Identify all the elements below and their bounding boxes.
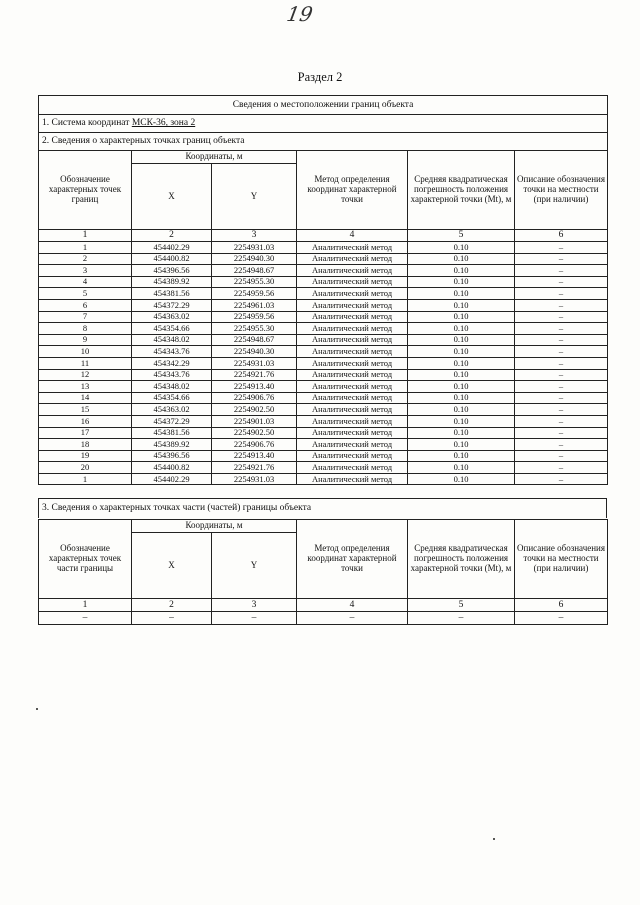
table-row	[39, 369, 608, 381]
col-coordinates: Координаты, м	[132, 151, 297, 164]
table-header: Сведения о местоположении границ объекта	[39, 96, 608, 115]
y-cell: 2254959.56	[212, 288, 297, 300]
point-id-cell: 1	[39, 473, 132, 485]
table-row	[39, 357, 608, 369]
table-row	[39, 299, 608, 311]
point-id-cell: 19	[39, 450, 132, 462]
description-cell: –	[515, 346, 608, 358]
table-row	[39, 381, 608, 393]
point-id-cell: 8	[39, 323, 132, 335]
y-cell: 2254948.67	[212, 265, 297, 277]
method-cell: Аналитический метод	[297, 323, 408, 335]
accuracy-cell: 0.10	[408, 369, 515, 381]
col-description: Описание обозначения точки на местности (при наличии)	[515, 520, 608, 599]
y-cell: 2254948.67	[212, 334, 297, 346]
accuracy-cell: 0.10	[408, 265, 515, 277]
y-cell: 2254940.30	[212, 346, 297, 358]
description-cell: –	[515, 450, 608, 462]
accuracy-cell: 0.10	[408, 323, 515, 335]
table-row	[39, 334, 608, 346]
accuracy-cell: 0.10	[408, 276, 515, 288]
point-id-cell: 9	[39, 334, 132, 346]
method-cell: Аналитический метод	[297, 462, 408, 474]
method-cell: Аналитический метод	[297, 276, 408, 288]
accuracy-cell: 0.10	[408, 253, 515, 265]
y-cell: 2254921.76	[212, 369, 297, 381]
col-method: Метод определения координат характерной точки	[297, 151, 408, 230]
col-number: 4	[297, 230, 408, 242]
x-cell: 454363.02	[132, 311, 212, 323]
description-cell: –	[515, 323, 608, 335]
method-cell: Аналитический метод	[297, 311, 408, 323]
y-cell: 2254955.30	[212, 323, 297, 335]
x-cell: 454372.29	[132, 299, 212, 311]
y-cell: 2254931.03	[212, 357, 297, 369]
col-number: 3	[212, 599, 297, 612]
x-cell: 454381.56	[132, 427, 212, 439]
accuracy-cell: 0.10	[408, 473, 515, 485]
col-accuracy: Средняя квадратическая погрешность положения характерной точки (Mt), м	[408, 520, 515, 599]
point-id-cell: 10	[39, 346, 132, 358]
method-cell: Аналитический метод	[297, 473, 408, 485]
col-number: 1	[39, 599, 132, 612]
empty-cell: –	[132, 612, 212, 625]
col-number: 6	[515, 230, 608, 242]
table-row	[39, 288, 608, 300]
table-row	[39, 439, 608, 451]
point-id-cell: 2	[39, 253, 132, 265]
coordinate-system-value: МСК-36, зона 2	[131, 118, 196, 129]
description-cell: –	[515, 462, 608, 474]
x-cell: 454363.02	[132, 404, 212, 416]
x-cell: 454402.29	[132, 473, 212, 485]
x-cell: 454348.02	[132, 334, 212, 346]
description-cell: –	[515, 265, 608, 277]
point-id-cell: 17	[39, 427, 132, 439]
y-cell: 2254906.76	[212, 439, 297, 451]
description-cell: –	[515, 253, 608, 265]
coordinate-system	[39, 115, 608, 133]
point-id-cell: 14	[39, 392, 132, 404]
col-number: 3	[212, 230, 297, 242]
points-body	[39, 242, 608, 485]
y-cell: 2254931.03	[212, 473, 297, 485]
table-row	[39, 311, 608, 323]
table-row	[39, 450, 608, 462]
method-cell: Аналитический метод	[297, 450, 408, 462]
point-id-cell: 4	[39, 276, 132, 288]
col-number: 2	[132, 599, 212, 612]
empty-cell: –	[212, 612, 297, 625]
accuracy-cell: 0.10	[408, 450, 515, 462]
point-id-cell: 5	[39, 288, 132, 300]
y-cell: 2254901.03	[212, 415, 297, 427]
method-cell: Аналитический метод	[297, 299, 408, 311]
method-cell: Аналитический метод	[297, 334, 408, 346]
description-cell: –	[515, 404, 608, 416]
table-row	[39, 253, 608, 265]
x-cell: 454402.29	[132, 242, 212, 254]
table-row	[39, 346, 608, 358]
description-cell: –	[515, 473, 608, 485]
point-id-cell: 1	[39, 242, 132, 254]
method-cell: Аналитический метод	[297, 392, 408, 404]
col-number: 2	[132, 230, 212, 242]
table-row	[39, 323, 608, 335]
x-cell: 454396.56	[132, 450, 212, 462]
accuracy-cell: 0.10	[408, 334, 515, 346]
accuracy-cell: 0.10	[408, 299, 515, 311]
accuracy-cell: 0.10	[408, 415, 515, 427]
description-cell: –	[515, 242, 608, 254]
x-cell: 454354.66	[132, 323, 212, 335]
empty-cell: –	[408, 612, 515, 625]
col-description: Описание обозначения точки на местности (при наличии)	[515, 151, 608, 230]
table-row	[39, 473, 608, 485]
point-id-cell: 15	[39, 404, 132, 416]
method-cell: Аналитический метод	[297, 357, 408, 369]
x-cell: 454389.92	[132, 276, 212, 288]
accuracy-cell: 0.10	[408, 392, 515, 404]
y-cell: 2254921.76	[212, 462, 297, 474]
table-row	[39, 404, 608, 416]
col-number: 6	[515, 599, 608, 612]
x-cell: 454354.66	[132, 392, 212, 404]
accuracy-cell: 0.10	[408, 381, 515, 393]
coordinate-system-label: 1. Система координат	[42, 118, 132, 129]
point-id-cell: 18	[39, 439, 132, 451]
scan-speck	[36, 708, 38, 710]
col-number: 5	[408, 599, 515, 612]
col-y: Y	[212, 164, 297, 230]
method-cell: Аналитический метод	[297, 346, 408, 358]
description-cell: –	[515, 439, 608, 451]
description-cell: –	[515, 415, 608, 427]
x-cell: 454396.56	[132, 265, 212, 277]
col-designation: Обозначение характерных точек границ	[39, 151, 132, 230]
method-cell: Аналитический метод	[297, 288, 408, 300]
accuracy-cell: 0.10	[408, 439, 515, 451]
method-cell: Аналитический метод	[297, 265, 408, 277]
description-cell: –	[515, 299, 608, 311]
col-accuracy: Средняя квадратическая погрешность положения характерной точки (Mt), м	[408, 151, 515, 230]
y-cell: 2254940.30	[212, 253, 297, 265]
boundary-points-table	[38, 95, 608, 485]
table-row	[39, 392, 608, 404]
boundary-part-points-table	[38, 519, 608, 625]
method-cell: Аналитический метод	[297, 369, 408, 381]
x-cell: 454381.56	[132, 288, 212, 300]
col-method: Метод определения координат характерной точки	[297, 520, 408, 599]
description-cell: –	[515, 357, 608, 369]
accuracy-cell: 0.10	[408, 346, 515, 358]
accuracy-cell: 0.10	[408, 357, 515, 369]
y-cell: 2254955.30	[212, 276, 297, 288]
x-cell: 454400.82	[132, 253, 212, 265]
point-id-cell: 11	[39, 357, 132, 369]
col-x: X	[132, 164, 212, 230]
y-cell: 2254906.76	[212, 392, 297, 404]
page-number: 19	[284, 2, 315, 26]
description-cell: –	[515, 369, 608, 381]
method-cell: Аналитический метод	[297, 381, 408, 393]
description-cell: –	[515, 381, 608, 393]
x-cell: 454342.29	[132, 357, 212, 369]
description-cell: –	[515, 392, 608, 404]
table-row	[39, 427, 608, 439]
empty-cell: –	[515, 612, 608, 625]
col-designation: Обозначение характерных точек части границы	[39, 520, 132, 599]
y-cell: 2254931.03	[212, 242, 297, 254]
description-cell: –	[515, 311, 608, 323]
x-cell: 454389.92	[132, 439, 212, 451]
description-cell: –	[515, 276, 608, 288]
method-cell: Аналитический метод	[297, 242, 408, 254]
y-cell: 2254902.50	[212, 404, 297, 416]
x-cell: 454343.76	[132, 346, 212, 358]
table-row	[39, 276, 608, 288]
method-cell: Аналитический метод	[297, 427, 408, 439]
accuracy-cell: 0.10	[408, 242, 515, 254]
description-cell: –	[515, 427, 608, 439]
table-row	[39, 415, 608, 427]
point-id-cell: 7	[39, 311, 132, 323]
description-cell: –	[515, 288, 608, 300]
point-id-cell: 3	[39, 265, 132, 277]
empty-cell: –	[39, 612, 132, 625]
y-cell: 2254913.40	[212, 381, 297, 393]
y-cell: 2254961.03	[212, 299, 297, 311]
point-id-cell: 13	[39, 381, 132, 393]
accuracy-cell: 0.10	[408, 462, 515, 474]
point-id-cell: 6	[39, 299, 132, 311]
col-coordinates: Координаты, м	[132, 520, 297, 533]
x-cell: 454400.82	[132, 462, 212, 474]
y-cell: 2254959.56	[212, 311, 297, 323]
empty-cell: –	[297, 612, 408, 625]
col-number: 1	[39, 230, 132, 242]
accuracy-cell: 0.10	[408, 427, 515, 439]
point-id-cell: 20	[39, 462, 132, 474]
point-id-cell: 12	[39, 369, 132, 381]
accuracy-cell: 0.10	[408, 311, 515, 323]
method-cell: Аналитический метод	[297, 404, 408, 416]
description-cell: –	[515, 334, 608, 346]
table-row	[39, 265, 608, 277]
col-number: 4	[297, 599, 408, 612]
x-cell: 454343.76	[132, 369, 212, 381]
method-cell: Аналитический метод	[297, 253, 408, 265]
col-x: X	[132, 533, 212, 599]
scan-speck	[493, 838, 495, 840]
y-cell: 2254913.40	[212, 450, 297, 462]
x-cell: 454348.02	[132, 381, 212, 393]
subsection-3-title: 3. Сведения о характерных точках части (частей) границы объекта	[38, 498, 607, 518]
subsection-title: 2. Сведения о характерных точках границ объекта	[39, 133, 608, 151]
accuracy-cell: 0.10	[408, 404, 515, 416]
col-number: 5	[408, 230, 515, 242]
method-cell: Аналитический метод	[297, 439, 408, 451]
y-cell: 2254902.50	[212, 427, 297, 439]
point-id-cell: 16	[39, 415, 132, 427]
accuracy-cell: 0.10	[408, 288, 515, 300]
col-y: Y	[212, 533, 297, 599]
table-row	[39, 242, 608, 254]
x-cell: 454372.29	[132, 415, 212, 427]
section-title: Раздел 2	[297, 70, 343, 84]
method-cell: Аналитический метод	[297, 415, 408, 427]
table-row	[39, 462, 608, 474]
